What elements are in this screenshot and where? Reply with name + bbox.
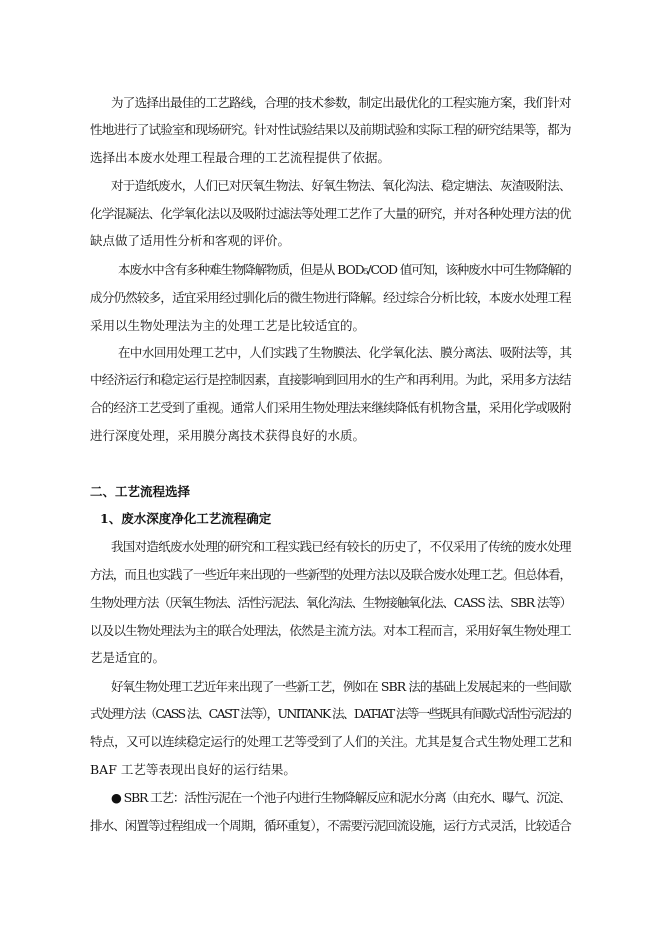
para6-line1: 好氧生物处理工艺近年来出现了一些新工艺，例如在 SBR 法的基础上发展起来的一些间歇 xyxy=(111,679,571,694)
para5-line1: 我国对造纸废水处理的研究和工程实践已经有较长的历史了，不仅采用了传统的废水处理 xyxy=(111,539,571,554)
para4-line3: 合的经济工艺受到了重视。通常人们采用生物处理法来继续降低有机物含量，采用化学或吸附 xyxy=(90,400,571,415)
para7-line1: ● SBR 工艺：活性污泥在一个池子内进行生物降解反应和泥水分离（由充水、曝气、沉淀、 xyxy=(111,790,571,805)
para7-line2: 排水、闲置等过程组成一个周期，循环重复），不需要污泥回流设施，运行方式灵活，比较适合 xyxy=(90,818,571,833)
para6-line4: BAF 工艺等表现出良好的运行结果。 xyxy=(90,762,296,777)
para3-line1: 本废水中含有多种难生物降解物质，但是从 BOD₅/COD 值可知，该种废水中可生物降解的 xyxy=(118,262,571,277)
para5-line4: 以及以生物处理法为主的联合处理法，依然是主流方法。对本工程而言，采用好氧生物处理工 xyxy=(90,623,571,638)
para5-line5: 艺是适宜的。 xyxy=(90,650,166,665)
para1-line1: 为了选择出最佳的工艺路线，合理的技术参数，制定出最优化的工程实施方案，我们针对 xyxy=(111,95,571,110)
para6-line2: 式处理方法（CASS 法、CAST 法等），UNITANK 法、DAT-IAT 法等一些既具有间歇式活性污泥法的 xyxy=(90,706,571,721)
para2-line2: 化学混凝法、化学氧化法以及吸附过滤法等处理工艺作了大量的研究，并对各种处理方法的优 xyxy=(90,206,571,221)
para4-line4: 进行深度处理，采用膜分离技术获得良好的水质。 xyxy=(90,428,366,443)
para5-line3: 生物处理方法（厌氧生物法、活性污泥法、氧化沟法、生物接触氧化法、CASS 法、SBR 法等） xyxy=(90,595,571,610)
para3-line3: 采用以生物处理法为主的处理工艺是比较适宜的。 xyxy=(90,318,366,333)
section-heading: 二、工艺流程选择 xyxy=(90,484,191,499)
para6-line3: 特点，又可以连续稳定运行的处理工艺等受到了人们的关注。尤其是复合式生物处理工艺和 xyxy=(90,734,572,749)
para2-line3: 缺点做了适用性分析和客观的评价。 xyxy=(90,233,291,248)
para4-line1: 在中水回用处理工艺中，人们实践了生物膜法、化学氧化法、膜分离法、吸附法等，其 xyxy=(118,345,572,360)
para3-line2: 成分仍然较多，适宜采用经过驯化后的微生物进行降解。经过综合分析比较，本废水处理工程 xyxy=(90,290,571,305)
para2-line1: 对于造纸废水，人们已对厌氧生物法、好氧生物法、氧化沟法、稳定塘法、灰渣吸附法、 xyxy=(111,178,571,193)
para4-line2: 中经济运行和稳定运行是控制因素，直接影响到回用水的生产和再利用。为此，采用多方法结 xyxy=(90,372,571,387)
subsection-heading: 1、废水深度净化工艺流程确定 xyxy=(100,511,272,526)
para1-line2: 性地进行了试验室和现场研究。针对性试验结果以及前期试验和实际工程的研究结果等，都为 xyxy=(90,122,571,137)
para1-line3: 选择出本废水处理工程最合理的工艺流程提供了依据。 xyxy=(90,150,391,165)
para5-line2: 方法，而且也实践了一些近年来出现的一些新型的处理方法以及联合废水处理工艺。但总体看， xyxy=(90,567,571,582)
